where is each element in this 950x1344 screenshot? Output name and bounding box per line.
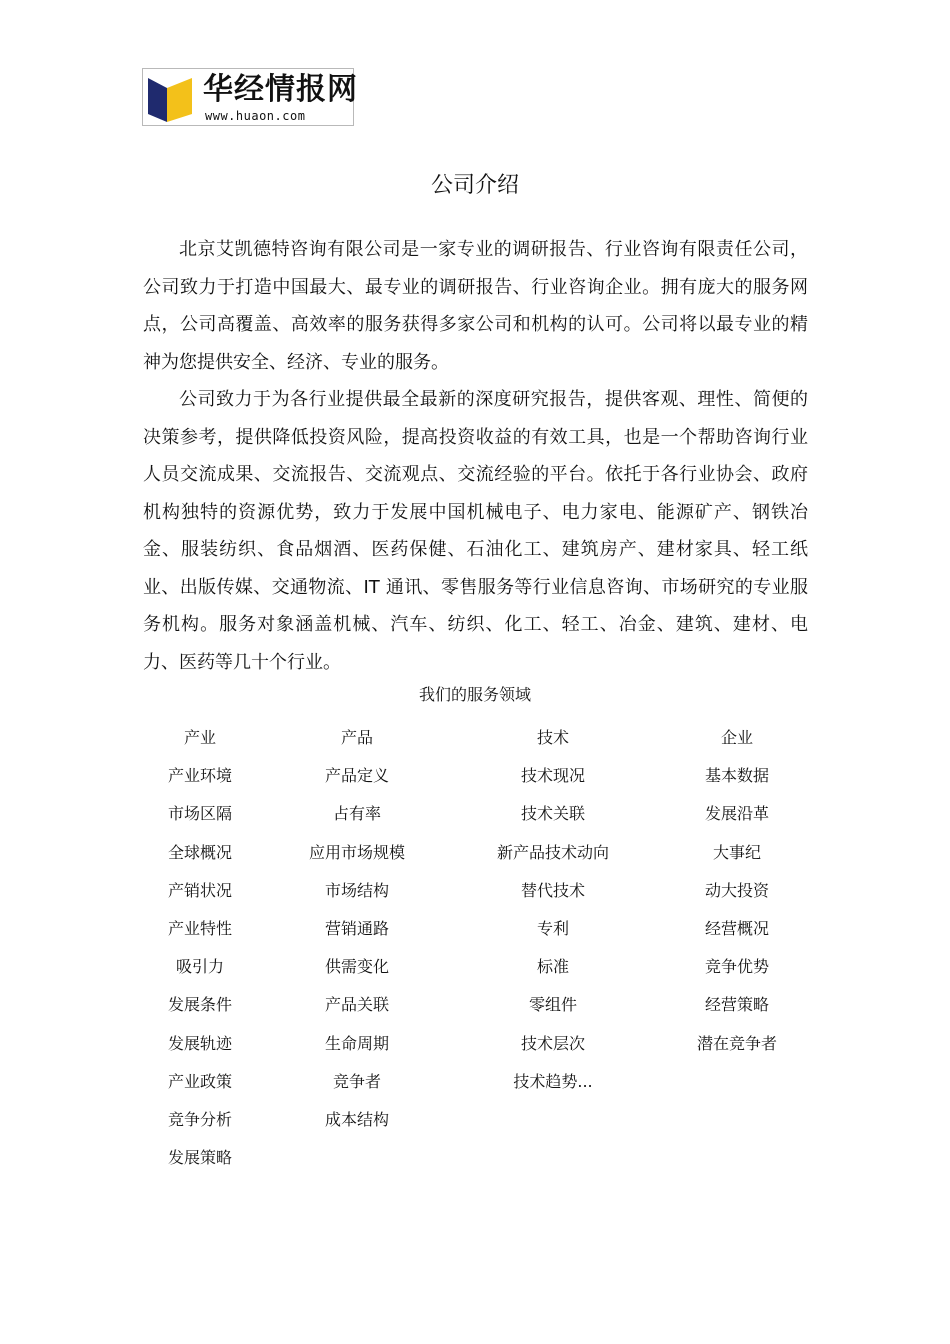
intro-paragraph-1: 北京艾凯德特咨询有限公司是一家专业的调研报告、行业咨询有限责任公司，公司致力于打造中国最大、最专业的调研报告、行业咨询企业。拥有庞大的服务网点，公司高覆盖、高效率的服务获得多家公司和机构的认可。公司将以最专业的精神为您提供安全、经济、专业的服务。 [143, 239, 808, 373]
service-item: 技术层次 [520, 1033, 585, 1053]
service-item: 经营策略 [704, 995, 769, 1015]
service-item: 标准 [536, 957, 569, 977]
service-item: 应用市场规模 [308, 842, 405, 862]
service-item: 产业环境 [167, 766, 232, 786]
service-item: 技术趋势... [513, 1071, 593, 1091]
service-item: 成本结构 [324, 1109, 389, 1129]
service-item: 产品定义 [324, 766, 389, 786]
service-column-header: 产业 [183, 728, 216, 747]
logo-url: www.huaon.com [205, 109, 306, 123]
service-column-industry [130, 725, 270, 1183]
service-item: 市场区隔 [167, 804, 232, 824]
page-title: 公司介绍 [430, 173, 519, 198]
service-item: 大事纪 [712, 842, 761, 862]
logo [142, 68, 358, 126]
service-item: 生命周期 [324, 1033, 389, 1053]
service-item: 产业特性 [167, 918, 232, 938]
service-item: 专利 [536, 918, 569, 938]
service-column-technology [463, 725, 643, 1107]
service-item: 发展沿革 [704, 804, 769, 824]
service-column-header: 企业 [720, 728, 753, 747]
service-item: 零组件 [528, 995, 577, 1015]
service-item: 竞争优势 [704, 957, 769, 977]
service-item: 占有率 [332, 804, 381, 824]
services-heading: 我们的服务领域 [418, 685, 531, 704]
service-item: 产品关联 [324, 995, 389, 1015]
service-item: 发展轨迹 [167, 1033, 232, 1053]
intro-paragraph-2: 公司致力于为各行业提供最全最新的深度研究报告，提供客观、理性、简便的决策参考，提供降低投资风险，提高投资收益的有效工具，也是一个帮助咨询行业人员交流成果、交流报告、交流观点、交流经验的平台。依托于各行业协会、政府机构独特的资源优势，致力于发展中国机械电子、电力家电、能源矿产、钢铁冶金、服装纺织、食品烟酒、医药保健、石油化工、建筑房产、建材家具、轻工纸业、出版传媒、交通物流、IT 通讯、零售服务等行业信息咨询、市场研究的专业服务机构。服务对象涵盖机械、汽车、纺织、化工、轻工、冶金、建筑、建材、电力、医药等几十个行业。 [143, 389, 808, 673]
service-item: 竞争分析 [167, 1109, 232, 1129]
service-item: 发展策略 [167, 1148, 232, 1168]
service-item: 潜在竞争者 [696, 1033, 777, 1053]
service-item: 替代技术 [520, 880, 585, 900]
service-item: 全球概况 [167, 842, 232, 862]
service-column-product [287, 725, 427, 1145]
service-item: 竞争者 [332, 1071, 381, 1091]
service-item: 基本数据 [704, 766, 769, 786]
service-column-header: 产品 [340, 728, 373, 747]
service-item: 市场结构 [324, 880, 389, 900]
service-column-enterprise [667, 725, 807, 1069]
intro-section [143, 231, 808, 681]
logo-book-icon [145, 72, 195, 124]
service-item: 新产品技术动向 [496, 842, 609, 862]
service-item: 吸引力 [175, 957, 224, 977]
service-column-header: 技术 [536, 728, 569, 747]
logo-name: 华经情报网 [203, 72, 358, 107]
service-item: 技术现况 [520, 766, 585, 786]
service-item: 营销通路 [324, 918, 389, 938]
service-item: 产销状况 [167, 880, 232, 900]
service-item: 动大投资 [704, 880, 769, 900]
service-item: 供需变化 [324, 957, 389, 977]
service-item: 产业政策 [167, 1071, 232, 1091]
service-item: 发展条件 [167, 995, 232, 1015]
service-item: 经营概况 [704, 918, 769, 938]
service-item: 技术关联 [520, 804, 585, 824]
